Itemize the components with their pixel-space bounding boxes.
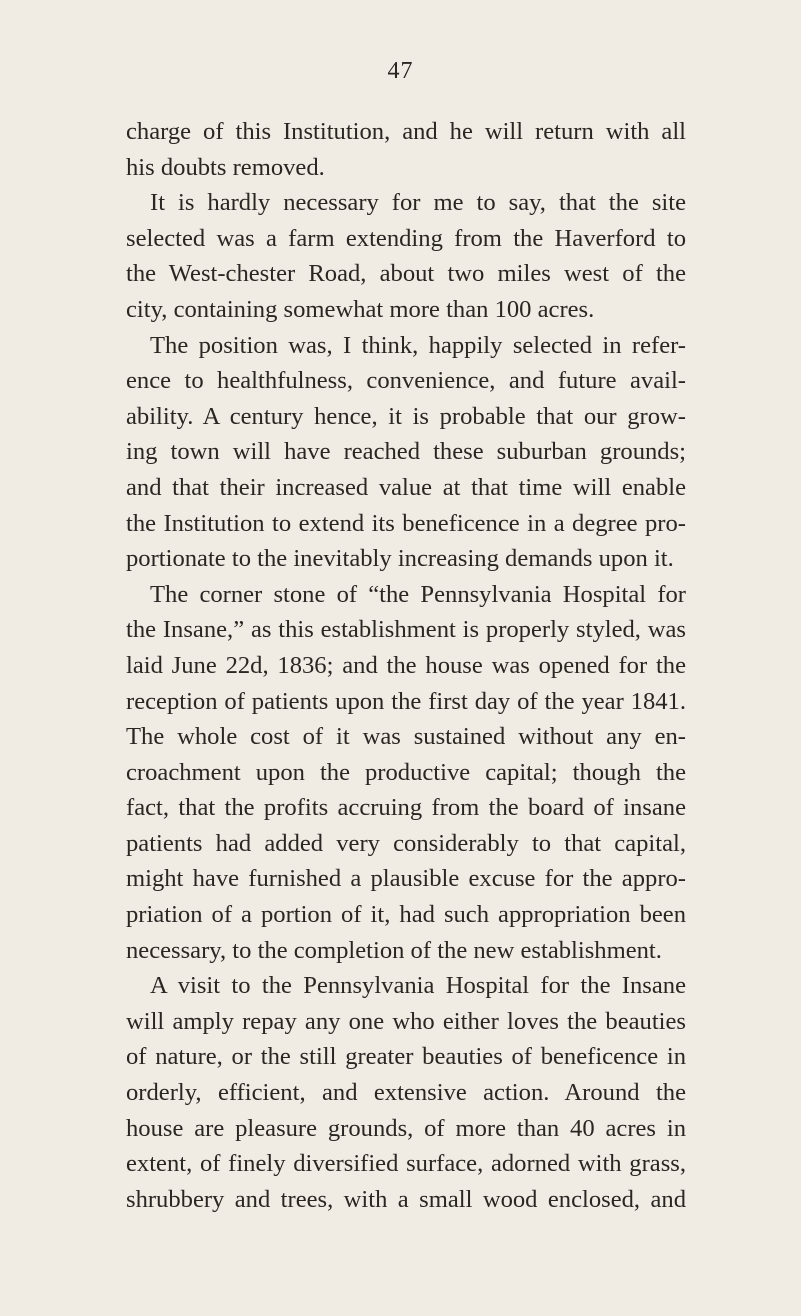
text-line: the Insane,” as this establishment is properly styled, was [126, 616, 686, 644]
page-number: 47 [387, 58, 414, 84]
text-line: his doubts removed. [126, 153, 325, 181]
text-line: It is hardly necessary for me to say, that the site [150, 189, 686, 217]
text-line: necessary, to the completion of the new establishment. [126, 936, 662, 964]
text-line: selected was a farm extending from the Haverford to [126, 224, 686, 252]
text-line: extent, of finely diversified surface, adorned with grass, [126, 1150, 686, 1178]
text-line: patients had added very considerably to that capital, [126, 829, 686, 857]
text-line: portionate to the inevitably increasing demands upon it. [126, 545, 674, 573]
body-text [126, 114, 686, 1217]
text-line: and that their increased value at that time will enable [126, 473, 686, 501]
text-line: orderly, efficient, and extensive action. Around the [126, 1079, 686, 1107]
text-line: ing town will have reached these suburban grounds; [126, 438, 686, 466]
text-line: house are pleasure grounds, of more than 40 acres in [126, 1114, 686, 1142]
text-line: charge of this Institution, and he will return with all [126, 118, 686, 145]
text-line: The whole cost of it was sustained without any en- [126, 723, 686, 751]
text-line: shrubbery and trees, with a small wood enclosed, and [126, 1185, 686, 1213]
text-line: might have furnished a plausible excuse for the appro- [126, 865, 686, 893]
text-line: the Institution to extend its beneficence in a degree pro- [126, 509, 686, 537]
text-line: the West-chester Road, about two miles west of the [126, 260, 686, 288]
text-line: ence to healthfulness, convenience, and future avail- [126, 367, 686, 395]
text-line: of nature, or the still greater beauties of beneficence in [126, 1043, 686, 1071]
text-line: will amply repay any one who either loves the beauties [126, 1007, 686, 1035]
text-line: The position was, I think, happily selected in refer- [150, 331, 686, 359]
text-line: The corner stone of “the Pennsylvania Hospital for [150, 580, 686, 608]
text-line: croachment upon the productive capital; though the [126, 758, 686, 786]
text-line: priation of a portion of it, had such appropriation been [126, 901, 686, 929]
text-line: ability. A century hence, it is probable that our grow- [126, 402, 686, 430]
text-line: fact, that the profits accruing from the board of insane [126, 794, 686, 822]
text-line: A visit to the Pennsylvania Hospital for the Insane [150, 972, 686, 1000]
text-line: city, containing somewhat more than 100 acres. [126, 295, 595, 323]
text-line: laid June 22d, 1836; and the house was opened for the [126, 651, 686, 679]
text-line: reception of patients upon the first day of the year 1841. [126, 687, 686, 715]
